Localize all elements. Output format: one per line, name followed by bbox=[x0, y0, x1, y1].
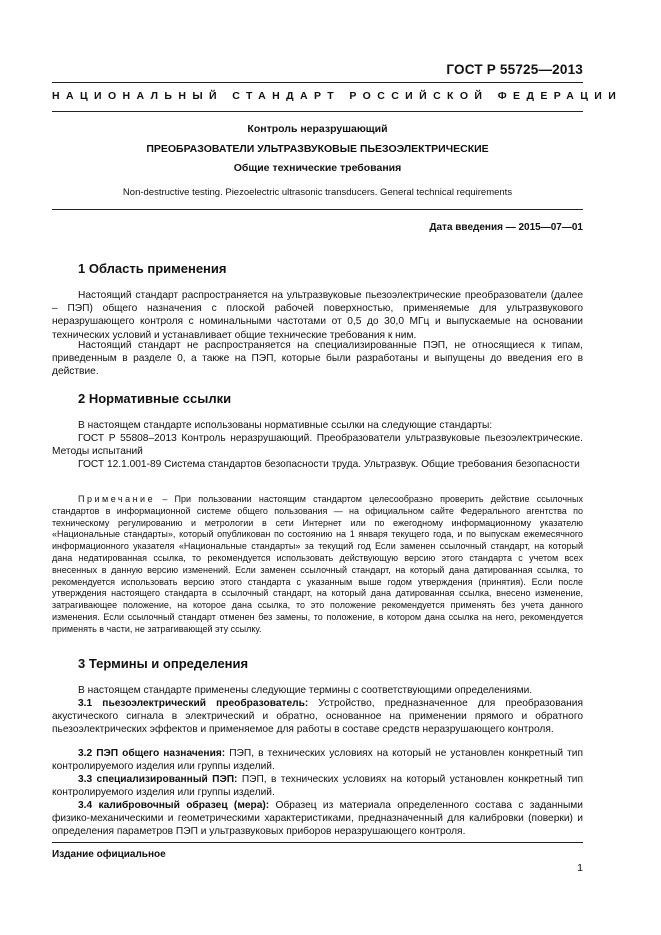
page-number: 1 bbox=[577, 862, 583, 874]
term-3-2-definition: ПЭП, в технических условиях на который не установлен конкретный тип контролируемого изделия или группы изделий. bbox=[52, 748, 583, 773]
section-1-paragraph-2: Настоящий стандарт не распространяется на специализированные ПЭП, не относящиеся к типам, приведенным в разделе 0, а также на ПЭП, которые были разработаны и выпущены до введения его в действие. bbox=[52, 340, 583, 378]
term-3-4 bbox=[52, 799, 583, 839]
title-line-1: Контроль неразрушающий bbox=[247, 123, 388, 135]
footer-rule bbox=[52, 842, 583, 843]
title-line-3: Общие технические требования bbox=[233, 162, 402, 174]
section-2-reference-1: ГОСТ Р 55808–2013 Контроль неразрушающий. Преобразователи ультразвуковые пьезоэлектрические. Методы испытаний bbox=[52, 433, 583, 458]
term-3-3-name: 3.3 специализированный ПЭП: bbox=[78, 774, 238, 785]
term-3-1-definition: Устройство, предназначенное для преобразования акустического сигнала в электрический и обратно, основанное на применении прямого и обратного пьезоэлектрических эффектов и применяемое для работы в составе средств неразрушающего контроля. bbox=[52, 698, 584, 736]
note-label: Примечание bbox=[78, 494, 156, 504]
term-3-1 bbox=[52, 697, 583, 737]
term-3-3 bbox=[52, 773, 583, 799]
section-3-heading: 3 Термины и определения bbox=[78, 656, 249, 671]
header-rule-bottom bbox=[52, 111, 583, 112]
title-rule bbox=[52, 209, 583, 210]
section-2-heading: 2 Нормативные ссылки bbox=[78, 391, 232, 406]
term-3-2-name: 3.2 ПЭП общего назначения: bbox=[78, 748, 226, 759]
section-1-heading: 1 Область применения bbox=[78, 261, 227, 276]
term-3-3-definition: ПЭП, в технических условиях на который установлен конкретный тип контролируемого изделия или группы изделий. bbox=[52, 774, 583, 799]
term-3-4-definition: Образец из материала определенного состава с заданными физико-механическими и геометрическими характеристиками, предназначенный для калибровки (поверки) и определения параметров ПЭП и ультразвуковых приборов неразрушающего контроля. bbox=[52, 800, 583, 838]
section-3-intro: В настоящем стандарте применены следующие термины с соответствующими определениями. bbox=[78, 685, 533, 696]
section-2-paragraph-1: В настоящем стандарте использованы нормативные ссылки на следующие стандарты: bbox=[78, 420, 493, 431]
title-line-2: ПРЕОБРАЗОВАТЕЛИ УЛЬТРАЗВУКОВЫЕ ПЬЕЗОЭЛЕКТРИЧЕСКИЕ bbox=[146, 143, 489, 155]
term-3-2 bbox=[52, 747, 583, 773]
section-2-note bbox=[52, 494, 583, 636]
term-3-4-name: 3.4 калибровочный образец (мера): bbox=[78, 800, 270, 811]
introduction-date: Дата введения — 2015—07—01 bbox=[429, 222, 583, 233]
term-3-1-name: 3.1 пьезоэлектрический преобразователь: bbox=[78, 698, 309, 709]
edition-label: Издание официальное bbox=[52, 849, 166, 860]
national-standard-title: НАЦИОНАЛЬНЫЙ СТАНДАРТ РОССИЙСКОЙ ФЕДЕРАЦИИ bbox=[52, 90, 623, 102]
section-1-paragraph-1: Настоящий стандарт распространяется на ультразвуковые пьезоэлектрические преобразователи (далее – ПЭП) общего назначения с плоской рабочей поверхностью, применяемые для ультразвукового неразрушающего контроля с номинальными частотами от 0,5 до 30,0 МГц и выпускаемые на основании технических условий и устанавливает общие технические требования к ним. bbox=[52, 290, 583, 341]
section-2-reference-2: ГОСТ 12.1.001-89 Система стандартов безопасности труда. Ультразвук. Общие требования безопасности bbox=[78, 459, 580, 470]
note-text: – При пользовании настоящим стандартом целесообразно проверить действие ссылочных стандартов в информационной системе общего пользования — на официальном сайте Федерального агентства по техническому регулированию и метрологии в сети Интернет или по ежегодному информационному указателю «Национальные стандарты», который опубликован по состоянию на 1 января текущего года, и по выпускам ежемесячного информационного указателя «Национальные стандарты» за текущий год Если заменен ссылочный стандарт, на который дана недатированная ссылка, то рекомендуется использовать действующую версию этого стандарта с учетом всех внесенных в данную версию изменений. Если заменен ссылочный стандарт, на который дана датированная ссылка, то рекомендуется использовать версию этого стандарта с указанным выше годом утверждения (принятия). Если после утверждения настоящего стандарта в ссылочный стандарт, на который дана датированная ссылка, внесено изменение, затрагивающее положение, на которое дана ссылка, то это положение рекомендуется применять без учета данного изменения. Если ссылочный стандарт отменен без замены, то положение, в котором дана ссылка на него, рекомендуется применять в части, не затрагивающей эту ссылку. bbox=[52, 494, 583, 634]
title-english: Non-destructive testing. Piezoelectric ultrasonic transducers. General technical requirements bbox=[122, 187, 513, 198]
gost-code: ГОСТ Р 55725—2013 bbox=[446, 62, 583, 77]
header-rule-top bbox=[52, 82, 583, 83]
